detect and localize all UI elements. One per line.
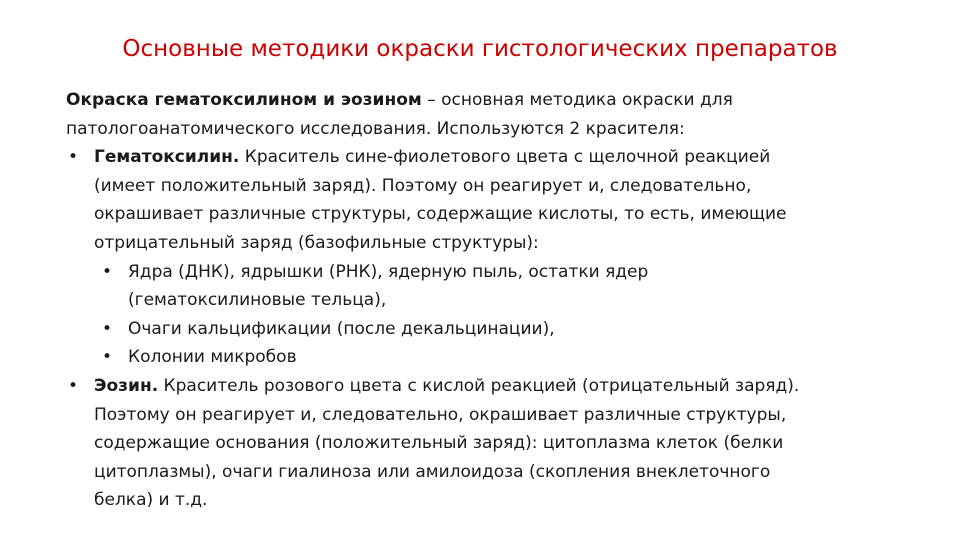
sub-item-nuclei [66, 258, 926, 287]
hematoxylin-line: окрашивает различные структуры, содержащие кислоты, то есть, имеющие [94, 204, 787, 225]
intro-bold: Окраска гематоксилином и эозином [66, 90, 422, 110]
eosin-line: белка) и т.д. [94, 490, 208, 511]
eosin-line: содержащие основания (положительный заряд): цитоплазма клеток (белки [94, 433, 784, 454]
eosin-line: цитоплазмы), очаги гиалиноза или амилоидоза (скопления внеклеточного [94, 461, 771, 482]
intro-line-1 [66, 86, 926, 115]
sub-item-text: Колонии микробов [128, 347, 297, 368]
bullet-icon: • [68, 375, 79, 396]
eosin-line: Поэтому он реагирует и, следовательно, окрашивает различные структуры, [94, 404, 787, 425]
hematoxylin-bold: Гематоксилин. [94, 147, 240, 168]
sub-item-text: Очаги кальцификации (после декальцинации), [128, 318, 555, 339]
intro-rest: – основная методика окраски для [421, 90, 733, 110]
sub-item-calcification [66, 315, 926, 344]
bullet-icon: • [102, 347, 113, 368]
bullet-icon: • [102, 318, 113, 339]
sub-item-text: Ядра (ДНК), ядрышки (РНК), ядерную пыль, остатки ядер [128, 261, 649, 282]
sub-item-microbes [66, 343, 926, 372]
bullet-icon: • [102, 261, 113, 282]
eosin-rest: Краситель розового цвета с кислой реакцией (отрицательный заряд). [158, 375, 800, 396]
eosin-item [66, 372, 926, 401]
eosin-bold: Эозин. [94, 375, 159, 396]
sub-item-nuclei-cont: (гематоксилиновые тельца), [128, 290, 387, 311]
slide-body [66, 86, 926, 515]
hematoxylin-line: (имеет положительный заряд). Поэтому он реагирует и, следовательно, [94, 175, 752, 196]
slide-title: Основные методики окраски гистологических препаратов [122, 36, 838, 62]
hematoxylin-line: отрицательный заряд (базофильные структуры): [94, 232, 539, 253]
hematoxylin-item [66, 143, 926, 172]
intro-line-2: патологоанатомического исследования. Используются 2 красителя: [66, 118, 685, 139]
bullet-icon: • [68, 147, 79, 168]
hematoxylin-rest: Краситель сине-фиолетового цвета с щелочной реакцией [239, 147, 771, 168]
